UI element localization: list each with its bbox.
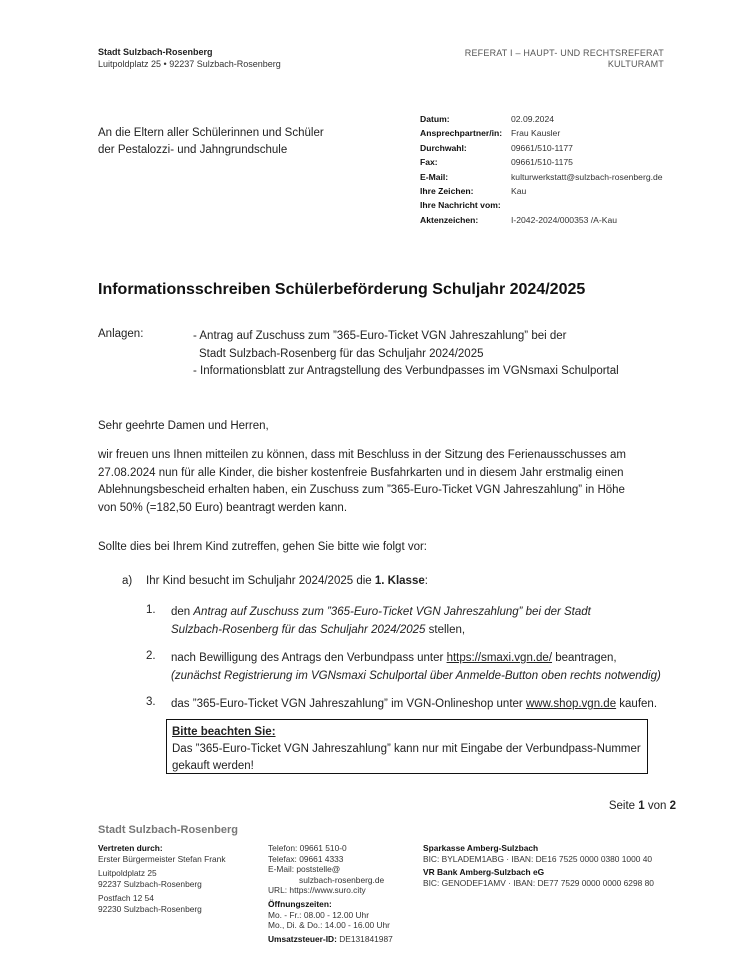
salutation: Sehr geehrte Damen und Herren, [98,420,269,432]
meta-label: Fax: [420,157,438,168]
footer-url: URL: https://www.suro.city [268,885,366,896]
footer-hours-label: Öffnungszeiten: [268,898,332,909]
meta-value: 09661/510-1177 [511,142,573,153]
vgn-shop-link[interactable]: www.shop.vgn.de [525,698,617,710]
sender-name: Stadt Sulzbach-Rosenberg [98,47,213,57]
step-3-prefix: das ”365-Euro-Ticket VGN Jahreszahlung” im VGN-Onlineshop unter [171,698,526,710]
footer-vat-value: DE131841987 [336,933,393,944]
footer-bank-1-name: Sparkasse Amberg-Sulzbach [423,843,539,853]
footer-phone: Telefon: 09661 510-0 [268,843,347,853]
step-1-prefix: den [171,606,194,618]
meta-label: Aktenzeichen: [420,214,479,225]
body-paragraph [98,447,658,517]
page-prefix: Seite [608,800,639,812]
meta-row-contact [420,126,663,140]
letter-meta [420,112,663,227]
attachment-line-3: - Informationsblatt zur Antragstellung des Verbundpasses im VGNsmaxi Schulportal [193,365,619,377]
footer-rep-name: Erster Bürgermeister Stefan Frank [98,853,226,864]
meta-row-your-ref [420,184,663,198]
document-title: Informationsschreiben Schülerbeförderung Schuljahr 2024/2025 [98,281,586,298]
attachment-line-2: Stadt Sulzbach-Rosenberg für das Schuljahr 2024/2025 [199,347,484,360]
notice-line-1: Das ”365-Euro-Ticket VGN Jahreszahlung” kann nur mit Eingabe der Verbundpass-Nummer [172,743,641,755]
footer-fax: Telefax: 09661 4333 [268,853,344,864]
page-current: 1 [638,800,645,812]
footer-hours-1: Mo. - Fr.: 08.00 - 12.00 Uhr [268,909,370,920]
recipient-line-2: der Pestalozzi- und Jahngrundschule [98,144,288,156]
paragraph-line: wir freuen uns Ihnen mitteilen zu können, dass mit Beschluss in der Sitzung des Ferienausschusses am [98,449,626,461]
department-line-1: REFERAT I – HAUPT- UND RECHTSREFERAT [464,48,664,58]
item-a-suffix: : [424,575,428,587]
meta-row-direct-dial [420,141,663,155]
step-3 [171,696,657,714]
step-2-suffix: beantragen, [552,652,617,664]
meta-value: 02.09.2024 [511,114,555,124]
page-number [609,800,676,812]
footer-vat-label: Umsatzsteuer-ID: [268,933,337,944]
meta-value: kulturwerkstatt@sulzbach-rosenberg.de [511,171,663,182]
footer-po-box-2: 92230 Sulzbach-Rosenberg [98,903,202,914]
notice-heading: Bitte beachten Sie: [172,726,276,738]
instructions-intro: Sollte dies bei Ihrem Kind zutreffen, gehen Sie bitte wie folgt vor: [98,541,428,553]
attachments-list [193,328,619,381]
item-a-emphasis: 1. Klasse [374,575,425,587]
footer-bank-2-name: VR Bank Amberg-Sulzbach eG [423,867,545,878]
attachments-label: Anlagen: [98,328,144,340]
meta-label: E-Mail: [420,171,449,182]
step-number-1: 1. [146,604,156,616]
meta-label: Ansprechpartner/in: [420,128,503,139]
step-2-prefix: nach Bewilligung des Antrags den Verbundpass unter [171,652,447,664]
meta-label: Durchwahl: [420,142,467,153]
notice-box [166,719,648,774]
footer-city: Stadt Sulzbach-Rosenberg [98,824,238,836]
meta-value: Frau Kausler [511,128,561,139]
list-item-a [146,575,428,587]
step-1-suffix: stellen, [425,623,466,636]
notice-line-2: gekauft werden! [172,760,254,772]
meta-label: Ihre Nachricht vom: [420,200,501,211]
footer-column-1 [98,843,226,915]
footer-email-2: sulzbach-rosenberg.de [299,874,385,885]
footer-po-box-1: Postfach 12 54 [98,893,154,904]
meta-row-your-message [420,198,663,212]
step-3-suffix: kaufen. [616,698,658,710]
meta-row-file-number [420,213,663,227]
footer-bank-1-ids: BIC: BYLADEM1ABG · IBAN: DE16 7525 0000 0380 1000 40 [423,853,653,864]
meta-value: 09661/510-1175 [511,157,573,168]
meta-row-fax [420,155,663,169]
department [465,48,664,70]
sender-address: Luitpoldplatz 25 • 92237 Sulzbach-Rosenberg [98,59,281,69]
paragraph-line: Ablehnungsbescheid erhalten haben, ein Zuschuss zum ”365-Euro-Ticket VGN Jahreszahlung” in Höhe [98,484,625,496]
footer-bank-2-ids: BIC: GENODEF1AMV · IBAN: DE77 7529 0000 0000 6298 80 [423,877,654,888]
step-1 [171,604,591,639]
smaxi-link[interactable]: https://smaxi.vgn.de/ [446,652,553,664]
footer-address-2: 92237 Sulzbach-Rosenberg [98,878,202,889]
paragraph-line: von 50% (=182,50 Euro) beantragt werden kann. [98,501,348,514]
page-middle: von [644,800,670,812]
meta-value: I-2042-2024/000353 /A-Kau [511,214,618,225]
footer-rep-label: Vertreten durch: [98,843,163,853]
meta-value: Kau [511,186,527,197]
footer-column-2 [268,843,393,944]
step-1-italic-line-1: Antrag auf Zuschuss zum ”365-Euro-Ticket VGN Jahreszahlung” bei der Stadt [193,606,591,618]
page-total: 2 [669,800,676,812]
recipient-line-1: An die Eltern aller Schülerinnen und Schüler [98,127,324,139]
meta-row-date [420,112,663,126]
footer-address-1: Luitpoldplatz 25 [98,868,157,879]
step-number-3: 3. [146,696,156,708]
meta-label: Ihre Zeichen: [420,186,474,197]
list-marker-a: a) [122,575,133,587]
department-line-2: KULTURAMT [607,59,664,69]
step-1-italic-line-2: Sulzbach-Rosenberg für das Schuljahr 2024/2025 [171,623,426,636]
step-2 [171,650,661,685]
footer-email-1: E-Mail: poststelle@ [268,864,341,875]
meta-label: Datum: [420,114,450,124]
footer-hours-2: Mo., Di. & Do.: 14.00 - 16.00 Uhr [268,920,390,931]
meta-row-email [420,170,663,184]
recipient-block [98,125,324,159]
paragraph-line: 27.08.2024 nun für alle Kinder, die bisher kostenfreie Busfahrkarten und in diesem Jahr erstmalig einen [98,466,624,479]
step-number-2: 2. [146,650,156,662]
step-2-italic: (zunächst Registrierung im VGNsmaxi Schulportal über Anmelde-Button oben rechts notwendig) [171,669,661,682]
footer-column-3 [423,843,654,888]
attachment-line-1: - Antrag auf Zuschuss zum ”365-Euro-Ticket VGN Jahreszahlung” bei der [193,330,567,342]
item-a-text: Ihr Kind besucht im Schuljahr 2024/2025 die [146,575,375,587]
